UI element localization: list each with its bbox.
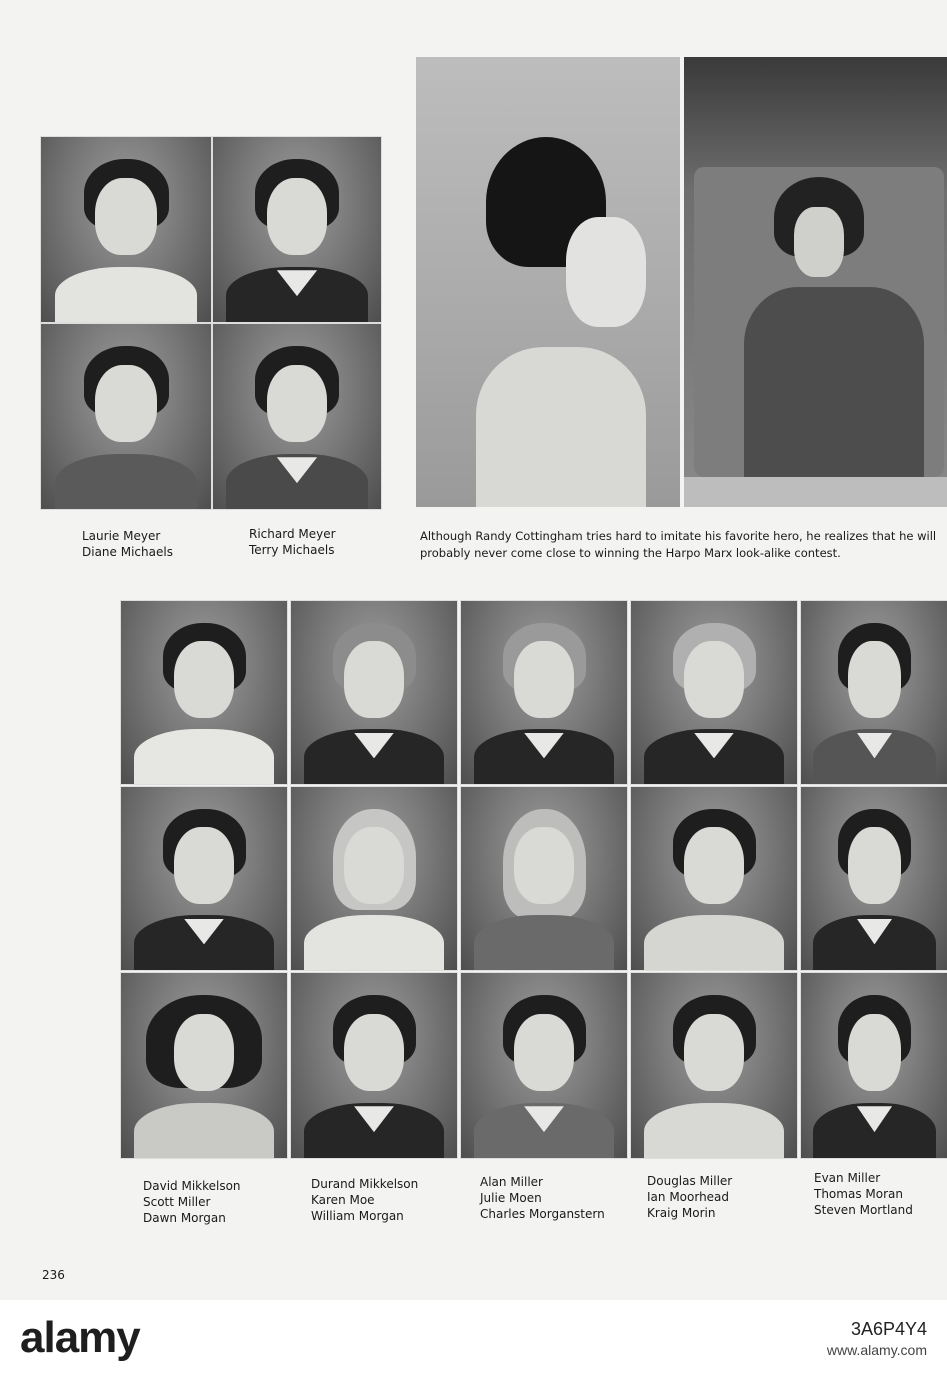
portrait-photo [460, 600, 628, 785]
feature-caption: Although Randy Cottingham tries hard to imitate his favorite hero, he realizes that he will probably never come close to winning the Harpo Marx look-alike contest. [420, 529, 937, 560]
student-name: Julie Moen [480, 1191, 542, 1205]
student-name: Douglas Miller [647, 1174, 733, 1188]
portrait-photo [40, 323, 212, 510]
student-name: Richard Meyer [249, 527, 336, 541]
image-id: 3A6P4Y4 [850, 1319, 927, 1339]
caption-column [249, 526, 336, 558]
student-name: Ian Moorhead [647, 1190, 730, 1204]
portrait-photo [212, 136, 382, 323]
student-name: Evan Miller [814, 1171, 881, 1185]
portrait-photo [212, 323, 382, 510]
caption-column [647, 1173, 732, 1221]
caption-column [143, 1178, 241, 1226]
footer-info [827, 1318, 927, 1360]
portrait-photo [630, 786, 798, 971]
caption-column [814, 1170, 913, 1218]
portrait-photo [460, 972, 628, 1159]
student-name: Charles Morganstern [480, 1207, 605, 1221]
portrait-photo [630, 972, 798, 1159]
caption-column [480, 1174, 605, 1222]
feature-photo-harpo-marx [684, 57, 947, 507]
student-name: Diane Michaels [82, 545, 173, 559]
student-name: David Mikkelson [143, 1179, 241, 1193]
student-name: Durand Mikkelson [311, 1177, 419, 1191]
portrait-photo [630, 600, 798, 785]
student-name: Karen Moe [311, 1193, 375, 1207]
portrait-photo [800, 972, 947, 1159]
student-name: Laurie Meyer [82, 529, 161, 543]
portrait-photo [290, 972, 458, 1159]
portrait-photo [290, 786, 458, 971]
caption-column [82, 528, 173, 560]
site-url: www.alamy.com [826, 1342, 927, 1358]
page-number: 236 [42, 1268, 65, 1282]
caption-column [311, 1176, 418, 1224]
portrait-photo [120, 600, 288, 785]
portrait-photo [460, 786, 628, 971]
student-name: William Morgan [311, 1209, 404, 1223]
student-name: Alan Miller [480, 1175, 543, 1189]
student-name: Scott Miller [143, 1195, 211, 1209]
portrait-photo [290, 600, 458, 785]
feature-photo-student [416, 57, 680, 507]
portrait-photo [40, 136, 212, 323]
student-name: Dawn Morgan [143, 1211, 226, 1225]
portrait-photo [800, 600, 947, 785]
brand-logo: alamy [20, 1313, 140, 1362]
portrait-photo [120, 786, 288, 971]
student-name: Thomas Moran [814, 1187, 903, 1201]
student-name: Steven Mortland [814, 1203, 913, 1217]
portrait-photo [800, 786, 947, 971]
student-name: Terry Michaels [249, 543, 335, 557]
portrait-photo [120, 972, 288, 1159]
student-name: Kraig Morin [647, 1206, 716, 1220]
